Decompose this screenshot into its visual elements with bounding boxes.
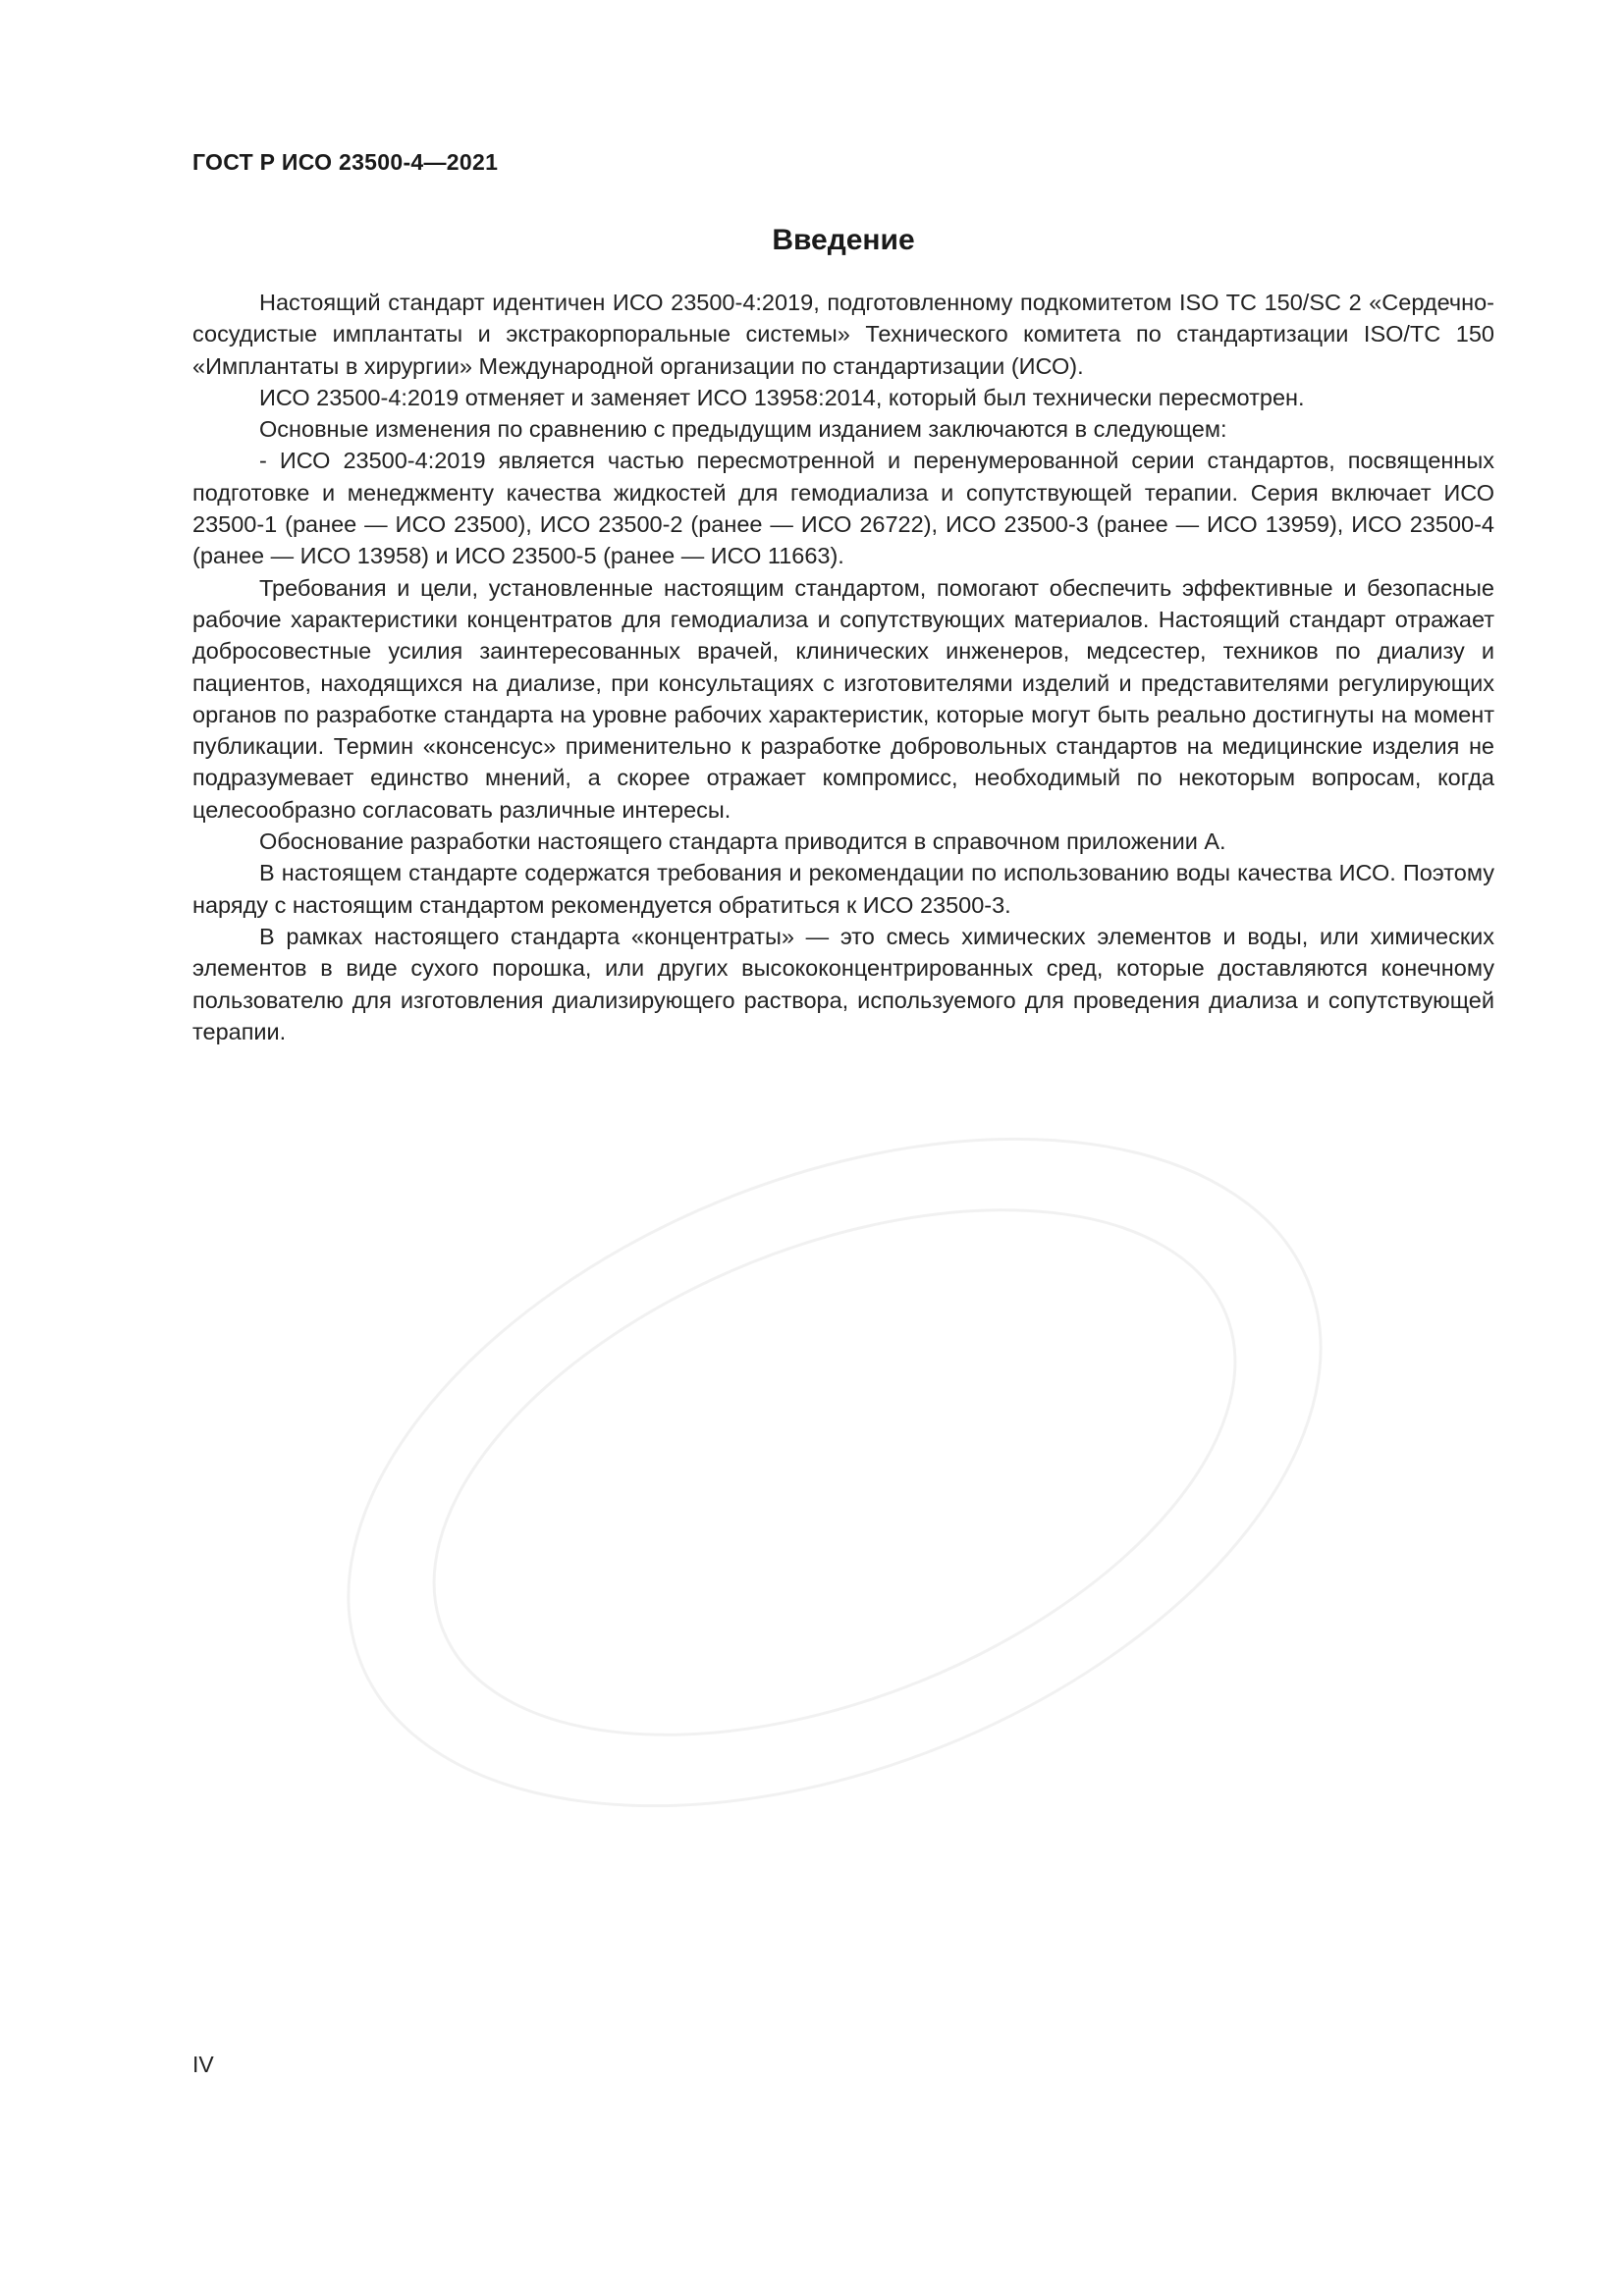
paragraph-3: Основные изменения по сравнению с предыдущим изданием заключаются в следующем: [259, 416, 1227, 443]
paragraph-4: - ИСО 23500-4:2019 является частью пересмотренной и перенумерованной серии стандартов, посвященных подготовке и менеджменту качества жидкостей для гемодиализа и сопутствующей терапии. Серия включает ИСО 23500-1 (ранее — ИСО 23500), ИСО 23500-2 (ранее — ИСО 26722), ИСО 23500-3 (ранее — ИСО 13959), ИСО 23500-4 (ранее — ИСО 13958) и ИСО 23500-5 (ранее — ИСО 11663). [192, 448, 1494, 569]
faint-watermark [295, 1129, 1375, 1816]
paragraph-1: Настоящий стандарт идентичен ИСО 23500-4:2019, подготовленному подкомитетом ISO TC 150/SC 2 «Сердечно-сосудистые имплантаты и экстракорпоральные системы» Технического комитета по стандартизации ISO/TC 150 «Имплантаты в хирургии» Международной организации по стандартизации (ИСО). [192, 290, 1494, 379]
document-designation: ГОСТ Р ИСО 23500-4—2021 [192, 149, 499, 175]
paragraph-6: Обоснование разработки настоящего стандарта приводится в справочном приложении А. [259, 828, 1226, 855]
paragraph-5: Требования и цели, установленные настоящим стандартом, помогают обеспечить эффективные и безопасные рабочие характеристики концентратов для гемодиализа и сопутствующих материалов. Настоящий стандарт отражает добросовестные усилия заинтересованных врачей, клинических инженеров, медсестер, техников по диализу и пациентов, находящихся на диализе, при консультациях с изготовителями изделий и представителями регулирующих органов по разработке стандарта на уровне рабочих характеристик, которые могут быть реально достигнуты на момент публикации. Термин «консенсус» применительно к разработке добровольных стандартов на медицинские изделия не подразумевает единство мнений, а скорее отражает компромисс, необходимый по некоторым вопросам, когда целесообразно согласовать различные интересы. [192, 574, 1494, 823]
introduction-body [192, 287, 1494, 1047]
section-title: Введение [772, 224, 915, 256]
paragraph-2: ИСО 23500-4:2019 отменяет и заменяет ИСО 13958:2014, который был технически пересмотрен. [259, 384, 1305, 410]
paragraph-7: В настоящем стандарте содержатся требования и рекомендации по использованию воды качества ИСО. Поэтому наряду с настоящим стандартом рекомендуется обратиться к ИСО 23500-3. [192, 860, 1494, 918]
page-number: IV [192, 2052, 214, 2077]
paragraph-8: В рамках настоящего стандарта «концентраты» — это смесь химических элементов и воды, или химических элементов в виде сухого порошка, или других высококонцентрированных сред, которые доставляются конечному пользователю для изготовления диализирующего раствора, используемого для проведения диализа и сопутствующей терапии. [192, 923, 1494, 1044]
